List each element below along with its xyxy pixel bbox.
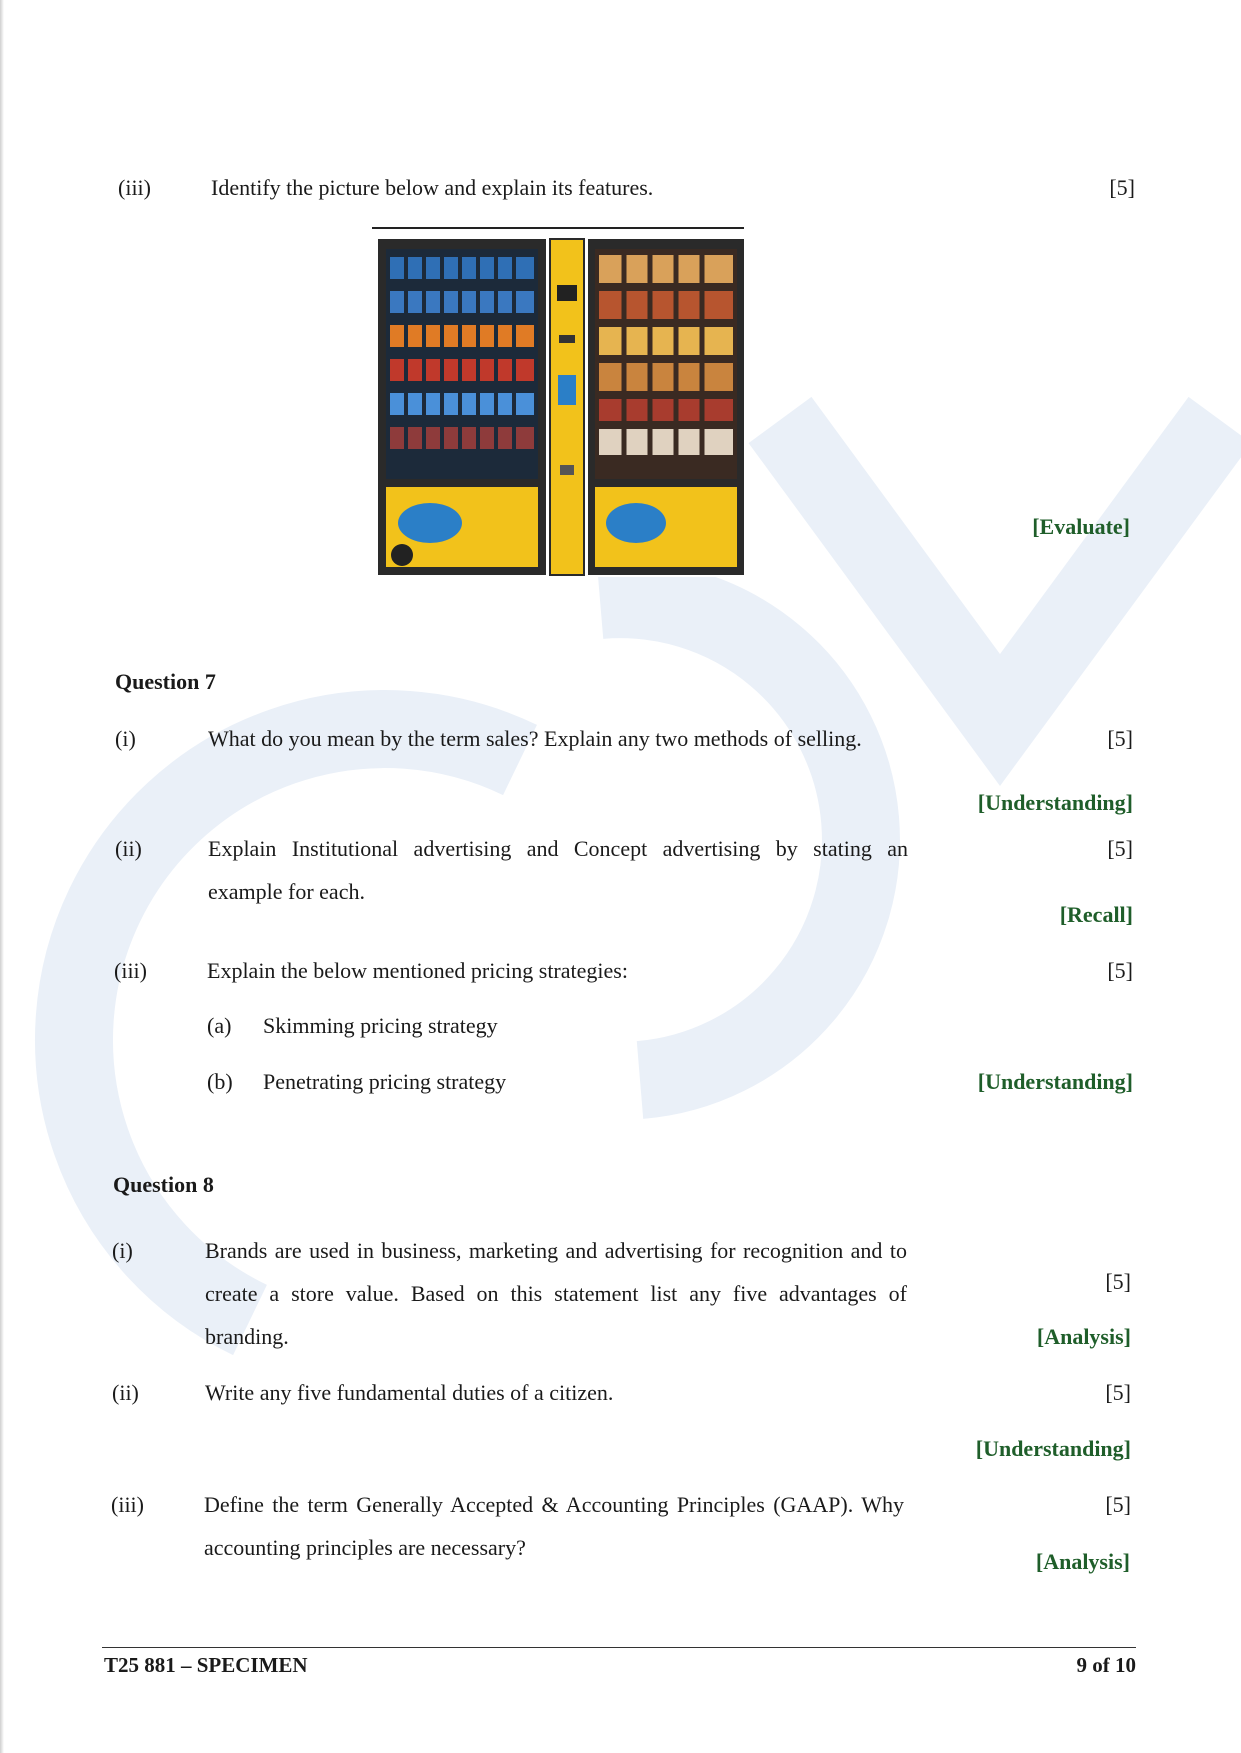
q7-iii-sub-b-text: Penetrating pricing strategy (263, 1069, 507, 1094)
q8-i-level-tag: [Analysis] (1036, 1324, 1131, 1349)
q8-ii-number: (ii) (112, 1380, 139, 1405)
q7-i-marks: [5] (1107, 726, 1133, 751)
q6-iii-marks: [5] (1109, 175, 1135, 200)
q7-i-number: (i) (115, 726, 136, 751)
q7-iii-sub-a-text: Skimming pricing strategy (263, 1013, 498, 1038)
q8-iii-level-tag: [Analysis] (1035, 1549, 1130, 1574)
q6-iii-level-tag: [Evaluate] (1032, 514, 1130, 539)
q7-iii-level-tag: [Understanding] (977, 1069, 1133, 1094)
footer-page-number: 9 of 10 (1076, 1653, 1136, 1677)
q8-ii-text: Write any five fundamental duties of a citizen. (205, 1380, 614, 1405)
q8-ii-marks: [5] (1105, 1380, 1131, 1405)
q6-iii-text: Identify the picture below and explain its features. (211, 175, 654, 200)
q7-ii-text: Explain Institutional advertising and Concept advertising by stating an example for each. (208, 836, 908, 904)
q8-iii-text: Define the term Generally Accepted & Accounting Principles (GAAP). Why accounting principles are necessary? (204, 1492, 904, 1560)
q8-iii-marks: [5] (1105, 1492, 1131, 1517)
q8-i-marks: [5] (1105, 1269, 1131, 1294)
q7-iii-marks: [5] (1107, 958, 1133, 983)
question-8-heading: Question 8 (113, 1172, 214, 1197)
vending-machine-image (368, 225, 748, 577)
page-edge (0, 0, 4, 1753)
q8-i-number: (i) (112, 1238, 133, 1263)
q8-iii-number: (iii) (111, 1492, 144, 1517)
q7-iii-text: Explain the below mentioned pricing strategies: (207, 958, 628, 983)
q6-iii-number: (iii) (118, 175, 151, 200)
q7-ii-marks: [5] (1107, 836, 1133, 861)
q7-iii-number: (iii) (114, 958, 147, 983)
q7-ii-level-tag: [Recall] (1059, 902, 1133, 927)
q8-i-text: Brands are used in business, marketing and advertising for recognition and to create a store value. Based on this statement list any five advantages of branding. (205, 1238, 907, 1349)
q7-iii-sub-a-number: (a) (207, 1013, 232, 1038)
q7-iii-sub-b-number: (b) (207, 1069, 233, 1094)
footer-paper-code: T25 881 – SPECIMEN (104, 1653, 308, 1677)
q7-i-text: What do you mean by the term sales? Explain any two methods of selling. (208, 726, 862, 751)
q7-ii-number: (ii) (115, 836, 142, 861)
q8-ii-level-tag: [Understanding] (975, 1436, 1131, 1461)
q7-i-level-tag: [Understanding] (977, 790, 1133, 815)
question-7-heading: Question 7 (115, 669, 216, 694)
vending-machine-illustration (368, 225, 748, 577)
